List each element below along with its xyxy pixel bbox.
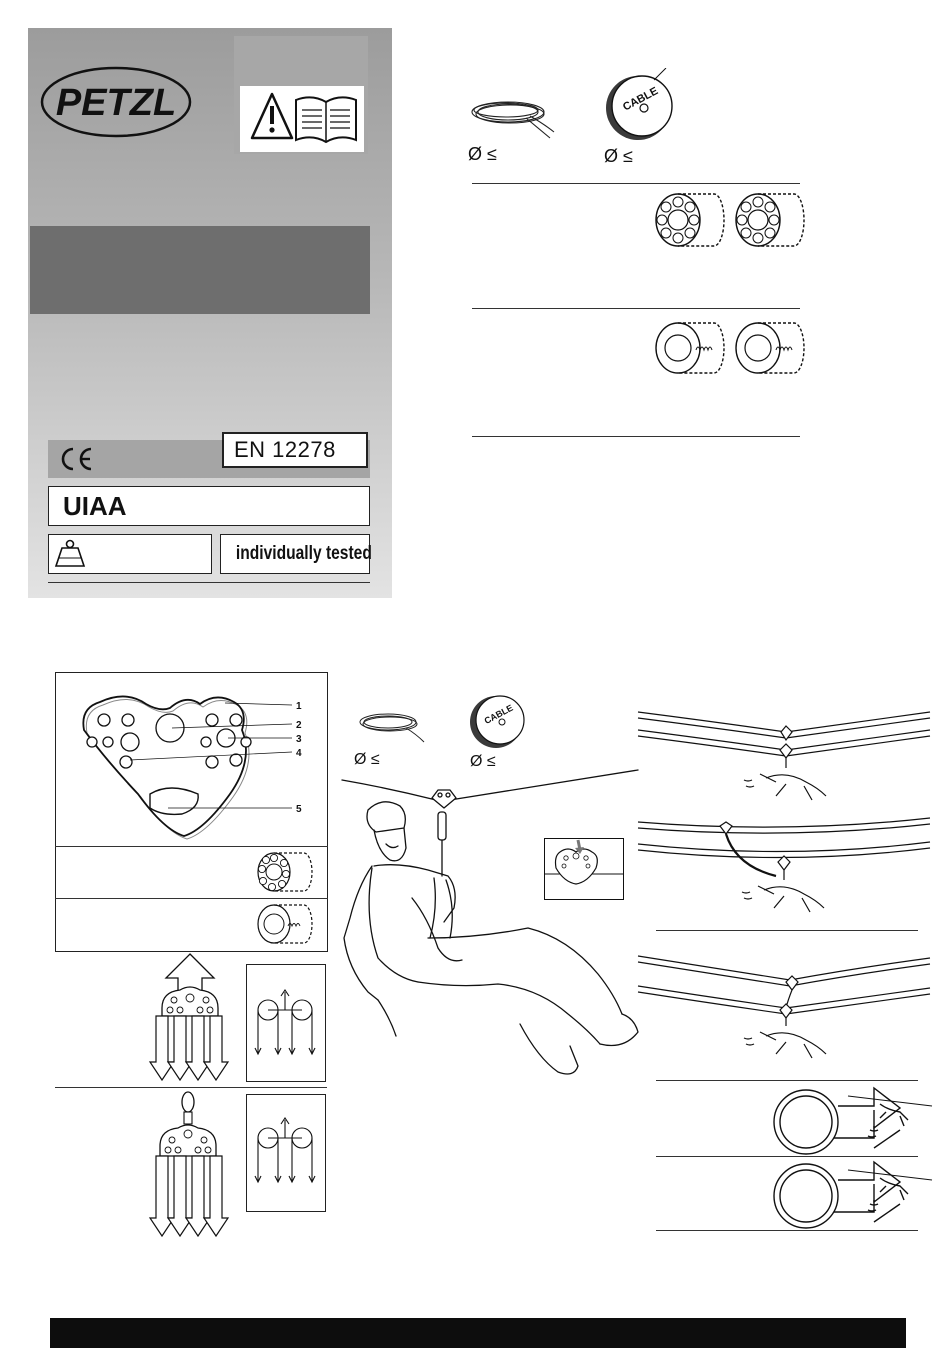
small-ball-bearing-icon <box>254 850 326 894</box>
callout-3: 3 <box>296 734 302 745</box>
cable-spool-icon-small <box>466 690 530 770</box>
callout-5: 5 <box>296 804 302 815</box>
force-diagram-1 <box>250 988 322 1060</box>
title-band <box>30 226 370 314</box>
rope-diameter-symbol: Ø ≤ <box>468 144 497 164</box>
section-divider-2 <box>472 308 800 309</box>
cable-spool-icon <box>600 68 680 168</box>
test-weight-icon <box>52 538 88 570</box>
cable-label: CABLE <box>621 85 661 114</box>
speed-diagram-2 <box>770 1160 936 1230</box>
section-divider-3 <box>472 436 800 437</box>
scenario-divider-4 <box>656 1230 918 1231</box>
tested-text: individually tested <box>235 543 372 564</box>
rope-coil-icon-small <box>352 708 428 768</box>
load-diagram-lower <box>140 1090 240 1240</box>
callout-1: 1 <box>296 701 302 712</box>
small-bushing-icon <box>254 902 326 946</box>
ball-bearing-icon-2 <box>736 194 804 246</box>
cable-diameter-symbol: Ø ≤ <box>604 146 633 166</box>
petzl-logo <box>38 64 196 140</box>
load-diagram-upper <box>140 952 240 1084</box>
zipline-rider-illustration <box>338 768 642 1088</box>
pulley-diagram <box>70 690 320 840</box>
scenario-divider-1 <box>656 930 918 931</box>
pulley-detail-inset <box>544 838 624 900</box>
cable-label-small: CABLE <box>482 702 515 727</box>
bushing-icons <box>652 320 808 376</box>
bushing-icon-1 <box>656 323 724 373</box>
ball-bearing-icons <box>652 190 808 250</box>
zipline-scenario-1 <box>636 704 932 820</box>
footer-bar <box>50 1318 906 1348</box>
section-divider-1 <box>472 183 800 184</box>
force-diagram-2 <box>250 1116 322 1188</box>
speed-diagram-1 <box>770 1086 936 1156</box>
scenario-divider-3 <box>656 1156 918 1157</box>
bushing-icon-2 <box>736 323 804 373</box>
nomenclature-divider-1 <box>55 846 328 847</box>
scenario-divider-2 <box>656 1080 918 1081</box>
rope-coil-icon <box>466 94 556 164</box>
ball-bearing-icon-1 <box>656 194 724 246</box>
uiaa-label <box>48 486 370 526</box>
uiaa-text: UIAA <box>63 491 127 521</box>
ce-mark-icon <box>56 446 96 472</box>
callout-4: 4 <box>296 748 302 759</box>
zipline-scenario-2 <box>636 816 932 928</box>
en-standard-label: EN 12278 <box>222 432 368 468</box>
zipline-scenario-3 <box>636 946 932 1064</box>
logo-text: PETZL <box>55 82 177 124</box>
callout-2: 2 <box>296 720 302 731</box>
cable-diameter-symbol-small: Ø ≤ <box>470 753 496 770</box>
rope-diameter-symbol-small: Ø ≤ <box>354 751 380 768</box>
individually-tested-label <box>220 534 370 574</box>
warning-read-manual-icon <box>248 88 358 148</box>
cover-divider <box>48 582 370 583</box>
nomenclature-divider-2 <box>55 898 328 899</box>
load-divider <box>55 1087 327 1088</box>
